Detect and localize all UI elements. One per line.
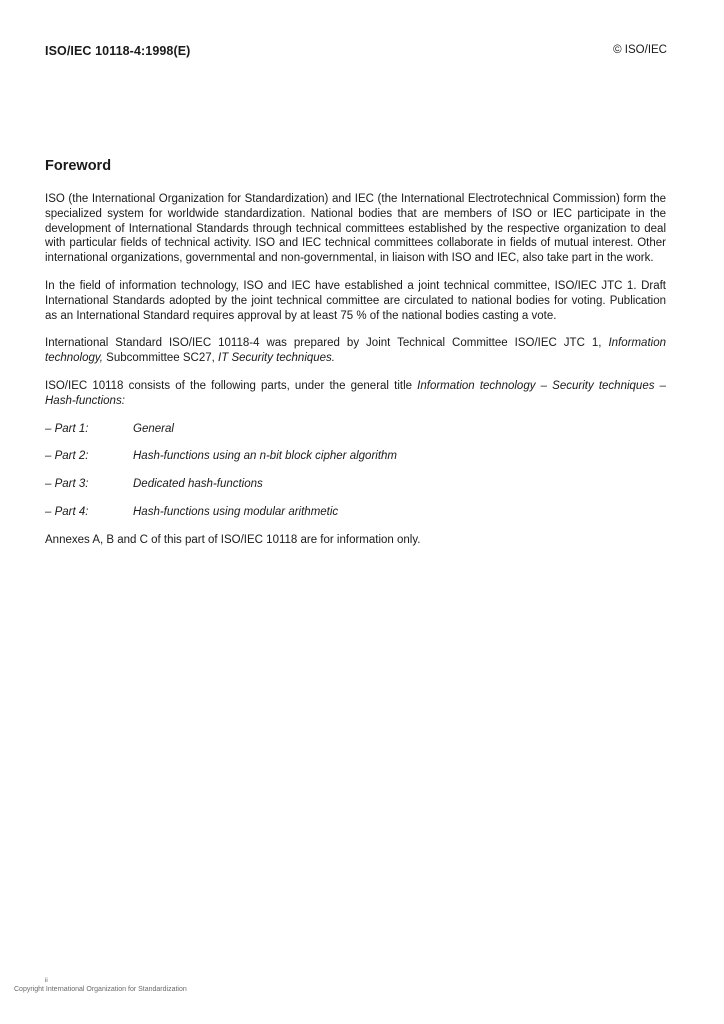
- copyright-header: © ISO/IEC: [613, 44, 667, 56]
- list-item: [45, 422, 666, 437]
- paragraph-annexes: Annexes A, B and C of this part of ISO/IEC 10118 are for information only.: [45, 533, 421, 546]
- parts-intro-italic: Information technology – Security techniques – Hash-functions:: [45, 379, 666, 407]
- foreword-body: [45, 192, 666, 561]
- part-title: Hash-functions using an n-bit block cipher algorithm: [133, 450, 397, 463]
- copyright-footer: Copyright International Organization for Standardization: [14, 986, 187, 993]
- part-label: – Part 3:: [45, 478, 89, 491]
- preparation-text: International Standard ISO/IEC 10118-4 was prepared by Joint Technical Committee ISO/IEC JTC 1,: [45, 337, 609, 350]
- part-label: – Part 2:: [45, 450, 89, 463]
- parts-intro-text: ISO/IEC 10118 consists of the following parts, under the general title: [45, 379, 418, 392]
- paragraph-preparation: [45, 336, 666, 366]
- document-id: ISO/IEC 10118-4:1998(E): [45, 44, 191, 58]
- paragraph-jtc1: In the field of information technology, ISO and IEC have established a joint technical committee, ISO/IEC JTC 1. Draft International Standards adopted by the joint technical committee are circulated to national bodies for voting. Publication as an International Standard requires approval by at least 75 % of the national bodies casting a vote.: [45, 279, 666, 322]
- list-item: [45, 477, 666, 492]
- list-item: [45, 505, 666, 520]
- paragraph-organizations: ISO (the International Organization for Standardization) and IEC (the International Electrotechnical Commission) form the specialized system for worldwide standardization. National bodies that are members of ISO or IEC participate in the development of International Standards through technical committees established by the respective organization to deal with particular fields of technical activity. ISO and IEC technical committees collaborate in fields of mutual interest. Other international organizations, governmental and non-governmental, in liaison with ISO and IEC, also take part in the work.: [45, 193, 666, 265]
- page-number: ii: [45, 978, 48, 984]
- part-label: – Part 1:: [45, 422, 89, 435]
- parts-list: [45, 422, 666, 520]
- list-item: [45, 449, 666, 464]
- preparation-italic-2: IT Security techniques.: [218, 352, 336, 365]
- paragraph-parts-intro: [45, 379, 666, 409]
- part-title: Dedicated hash-functions: [133, 478, 263, 491]
- preparation-italic-1: Information technology,: [45, 337, 666, 365]
- part-title: Hash-functions using modular arithmetic: [133, 505, 339, 518]
- part-title: General: [133, 422, 174, 435]
- preparation-text-2: Subcommittee SC27,: [102, 352, 219, 365]
- foreword-title: Foreword: [45, 158, 112, 174]
- part-label: – Part 4:: [45, 505, 89, 518]
